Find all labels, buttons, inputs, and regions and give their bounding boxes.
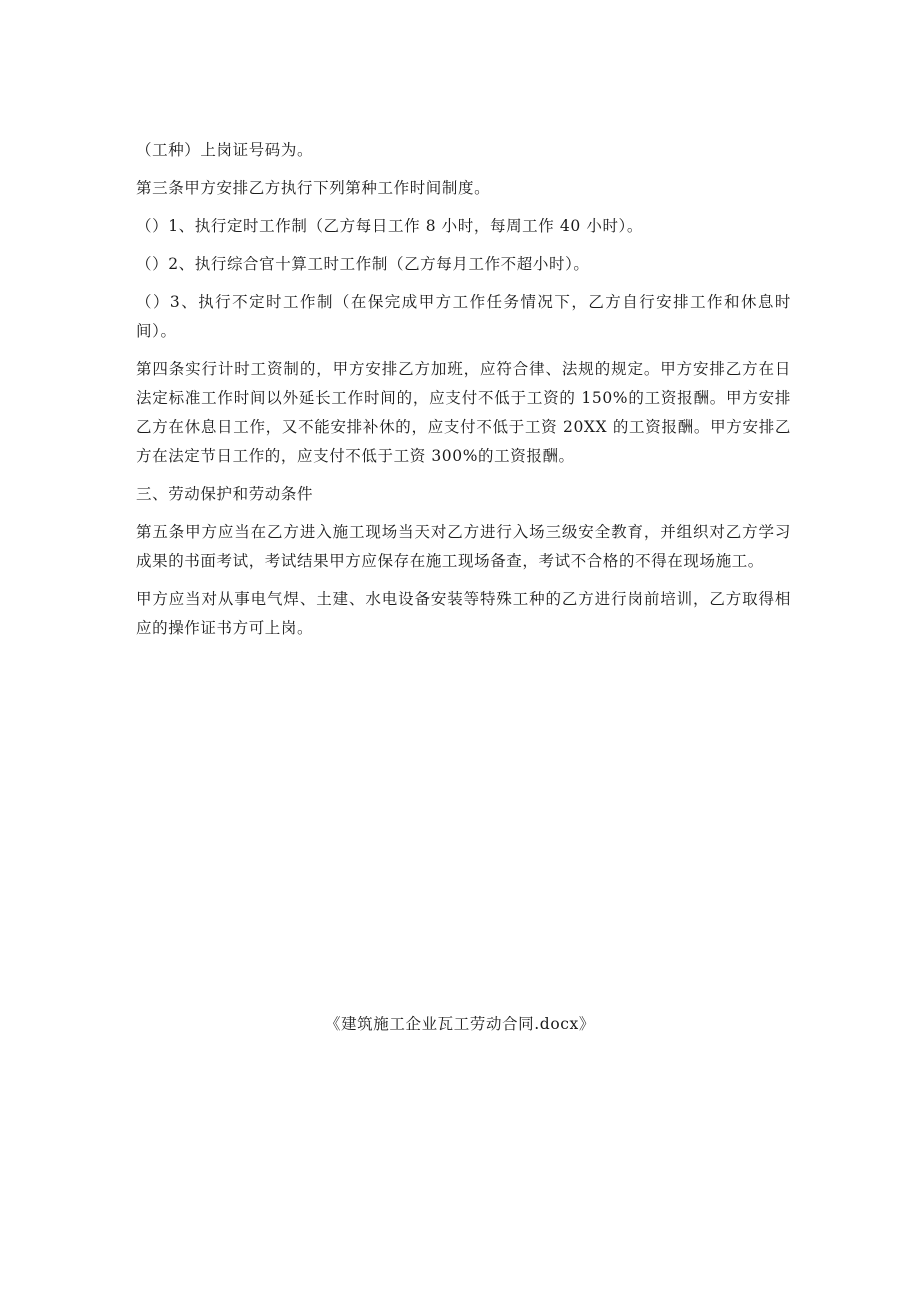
paragraph-job-certificate: （工种）上岗证号码为。 (136, 141, 314, 159)
paragraph-article-3: 第三条甲方安排乙方执行下列第种工作时间制度。 (136, 179, 491, 197)
paragraph-article-4: 第四条实行计时工资制的，甲方安排乙方加班，应符合律、法规的规定。甲方安排乙方在日法定标准工作时间以外延长工作时间的，应支付不低于工资的 150%的工资报酬。甲方安排乙方在休息日工作，又不能安排补休的，应支付不低于工资 20XX 的工资报酬。甲方安排乙方在法定节日工作的，应支付不低于工资 300%的工资报酬。 (136, 360, 791, 465)
document-filename-caption: 《建筑施工企业瓦工劳动合同.docx》 (324, 1015, 595, 1033)
paragraph-option-3: （）3、执行不定时工作制（在保完成甲方工作任务情况下，乙方自行安排工作和休息时间）。 (136, 293, 791, 340)
paragraph-special-training: 甲方应当对从事电气焊、土建、水电设备安装等特殊工种的乙方进行岗前培训，乙方取得相应的操作证书方可上岗。 (136, 590, 791, 637)
document-body (136, 136, 791, 652)
paragraph-article-5: 第五条甲方应当在乙方进入施工现场当天对乙方进行入场三级安全教育，并组织对乙方学习成果的书面考试，考试结果甲方应保存在施工现场备查，考试不合格的不得在现场施工。 (136, 523, 791, 570)
paragraph-option-2: （）2、执行综合官十算工时工作制（乙方每月工作不超小时）。 (136, 255, 590, 273)
paragraph-option-1: （）1、执行定时工作制（乙方每日工作 8 小时，每周工作 40 小时）。 (136, 217, 644, 235)
section-heading-labor-protection: 三、劳动保护和劳动条件 (136, 485, 314, 503)
